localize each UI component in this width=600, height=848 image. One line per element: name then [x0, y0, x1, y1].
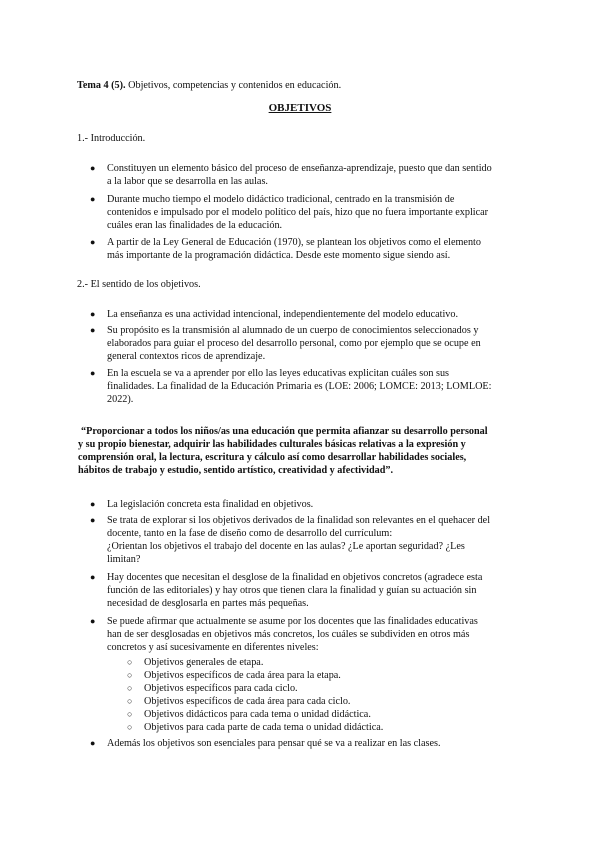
bullet-icon: ●: [90, 499, 96, 509]
list-item: A partir de la Ley General de Educación (1970), se plantean los objetivos como el elemento más importante de la programación didáctica. Desde este momento sigue siendo así.: [107, 237, 481, 261]
title-bold: Tema 4 (5).: [77, 80, 126, 91]
circle-bullet-icon: ○: [127, 670, 133, 680]
circle-bullet-icon: ○: [127, 696, 133, 706]
bullet-icon: ●: [90, 368, 96, 378]
section-2-title: 2.- El sentido de los objetivos.: [77, 279, 201, 290]
list-item: En la escuela se va a aprender por ello las leyes educativas explicitan cuáles son sus finalidades. La finalidad de la Educación Primaria es (LOE: 2006; LOMCE: 2013; LOMLOE: 2022).: [107, 368, 492, 405]
document-title: [77, 79, 341, 92]
sub-list-item: Objetivos didácticos para cada tema o unidad didáctica.: [144, 709, 371, 720]
list-item: La enseñanza es una actividad intencional, independientemente del modelo educativo.: [107, 309, 459, 320]
bullet-icon: ●: [90, 163, 96, 173]
bullet-icon: ●: [90, 194, 96, 204]
list-item: Se trata de explorar si los objetivos derivados de la finalidad son relevantes en el quehacer del docente, tanto en la fase de diseño como de desarrollo del currículum: ¿Orientan los objetivos el trabajo del docente en las aulas? ¿Le aportan seguridad? ¿Les limitan?: [107, 515, 491, 565]
list-item: La legislación concreta esta finalidad en objetivos.: [107, 499, 314, 510]
sub-list-item: Objetivos específicos de cada área para la etapa.: [144, 670, 341, 681]
title-rest: Objetivos, competencias y contenidos en educación.: [125, 80, 342, 91]
section-1-title: 1.- Introducción.: [77, 133, 146, 144]
list-item: Su propósito es la transmisión al alumnado de un cuerpo de conocimientos seleccionados y elaborados para guiar el proceso del desarrollo personal, como por ejemplo que se ocupe en general contextos ricos de aprendizaje.: [107, 325, 481, 362]
circle-bullet-icon: ○: [127, 683, 133, 693]
sub-list-item: Objetivos específicos de cada área para cada ciclo.: [144, 696, 351, 707]
sub-list-item: Objetivos para cada parte de cada tema o unidad didáctica.: [144, 722, 384, 733]
circle-bullet-icon: ○: [127, 722, 133, 732]
list-item: Hay docentes que necesitan el desglose de la finalidad en objetivos concretos (agradece esta función de las editoriales) y hay otros que tienen clara la finalidad y guían su actuación sin necesidad de desglosarla en partes más pequeñas.: [107, 572, 483, 609]
bullet-icon: ●: [90, 325, 96, 335]
bullet-icon: ●: [90, 738, 96, 748]
list-item: Constituyen un elemento básico del proceso de enseñanza-aprendizaje, puesto que dan sentido a la labor que se desarrolla en las aulas.: [107, 163, 492, 187]
list-item: Se puede afirmar que actualmente se asume por los docentes que las finalidades educativas han de ser desglosadas en objetivos más concretos, los cuáles se subdividen en otros más concretos y así sucesivamente en diferentes niveles:: [107, 616, 478, 653]
circle-bullet-icon: ○: [127, 657, 133, 667]
bullet-icon: ●: [90, 237, 96, 247]
circle-bullet-icon: ○: [127, 709, 133, 719]
list-item: Además los objetivos son esenciales para pensar qué se va a realizar en las clases.: [107, 738, 441, 749]
bullet-icon: ●: [90, 616, 96, 626]
sub-list-item: Objetivos generales de etapa.: [144, 657, 264, 668]
education-aim-quote: “Proporcionar a todos los niños/as una educación que permita afianzar su desarrollo personal y su propio bienestar, adquirir las habilidades culturales básicas relativas a la expresión y comprensión oral, la lectura, escritura y cálculo así como desarrollar habilidades sociales, hábitos de trabajo y estudio, sentido artístico, creatividad y afectividad”.: [78, 426, 488, 476]
list-item: Durante mucho tiempo el modelo didáctico tradicional, centrado en la transmisión de contenidos e impulsado por el modelo político del país, hizo que no fuera importante explicar cuáles eran las finalidades de la educación.: [107, 194, 489, 231]
sub-list-item: Objetivos específicos para cada ciclo.: [144, 683, 298, 694]
page-heading: OBJETIVOS: [268, 102, 332, 114]
bullet-icon: ●: [90, 515, 96, 525]
bullet-icon: ●: [90, 309, 96, 319]
bullet-icon: ●: [90, 572, 96, 582]
